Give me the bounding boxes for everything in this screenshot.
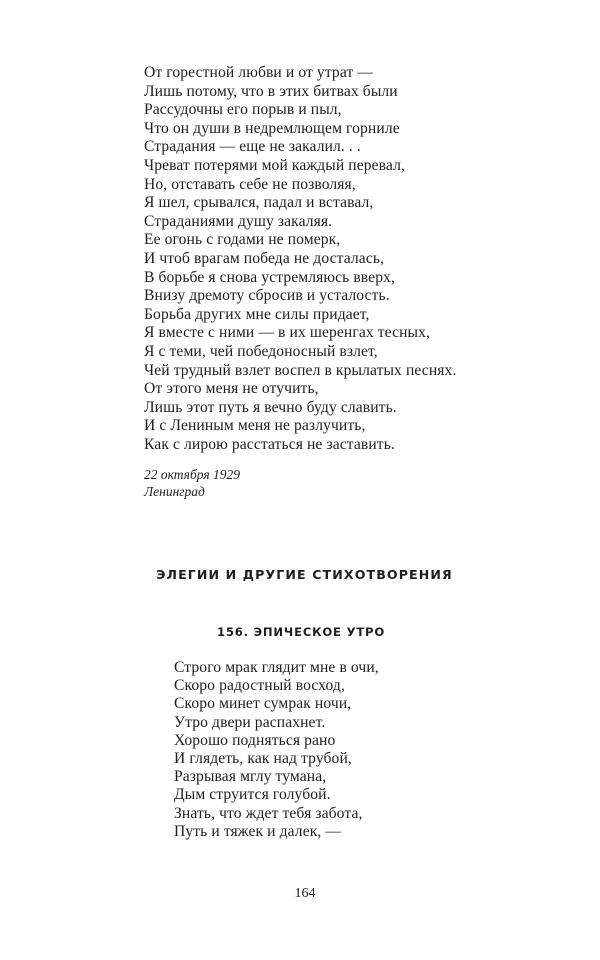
poem-dateline xyxy=(144,467,240,500)
poem-line: Я вместе с ними — в их шеренгах тесных, xyxy=(144,324,431,342)
poem-title: 156. ЭПИЧЕСКОЕ УТРО xyxy=(216,625,386,639)
poem-line: Я шел, срывался, падал и вставал, xyxy=(144,194,374,212)
poem-line: Скоро радостный восход, xyxy=(174,677,345,695)
poem-line: Ее огонь с годами не померк, xyxy=(144,231,341,249)
poem-line: Внизу дремоту сбросив и усталость. xyxy=(144,287,390,305)
continued-poem xyxy=(144,64,564,454)
poem-line: И глядеть, как над трубой, xyxy=(174,750,352,768)
poem-line: Как с лирою расстаться не заставить. xyxy=(144,435,395,453)
poem-line: Рассудочны его порыв и пыл, xyxy=(144,101,342,119)
poem-line: В борьбе я снова устремляюсь вверх, xyxy=(144,268,395,286)
poem-line: Дым струится голубой. xyxy=(174,786,331,804)
poem-line: Чреват потерями мой каждый перевал, xyxy=(144,156,405,174)
poem-date: 22 октября 1929 xyxy=(144,467,240,482)
poem-line: Скоро минет сумрак ночи, xyxy=(174,695,352,713)
poem-line: Борьба других мне силы придает, xyxy=(144,305,370,323)
poem-line: Знать, что ждет тебя забота, xyxy=(174,804,363,822)
poem-line: Чей трудный взлет воспел в крылатых песнях. xyxy=(144,361,457,379)
poem-line: И чтоб врагам победа не досталась, xyxy=(144,249,385,267)
poem-line: Лишь этот путь я вечно буду славить. xyxy=(144,398,397,416)
section-heading: ЭЛЕГИИ И ДРУГИЕ СТИХОТВОРЕНИЯ xyxy=(156,567,453,582)
poem-line: Разрывая мглу тумана, xyxy=(174,768,327,786)
poem-line: Страданиями душу закаляя. xyxy=(144,212,333,230)
poem-line: Страдания — еще не закалил. . . xyxy=(144,138,361,156)
new-poem xyxy=(174,659,494,841)
poem-line: Я с теми, чей победоносный взлет, xyxy=(144,342,378,360)
poem-place: Ленинград xyxy=(144,483,205,499)
poem-line: Утро двери распахнет. xyxy=(174,713,326,731)
poem-line: И с Лениным меня не разлучить, xyxy=(144,417,366,435)
poem-line: От горестной любви и от утрат — xyxy=(144,64,374,81)
poem-line: Что он души в недремлющем горниле xyxy=(144,119,400,137)
poem-line: Строго мрак глядит мне в очи, xyxy=(174,659,379,676)
poem-line: От этого меня не отучить, xyxy=(144,380,319,398)
poem-line: Но, отставать себе не позволяя, xyxy=(144,175,356,193)
poem-line: Лишь потому, что в этих битвах были xyxy=(144,82,398,100)
poem-line: Хорошо подняться рано xyxy=(174,731,336,749)
poem-line: Путь и тяжек и далек, — xyxy=(174,822,342,840)
page-number: 164 xyxy=(294,886,316,901)
